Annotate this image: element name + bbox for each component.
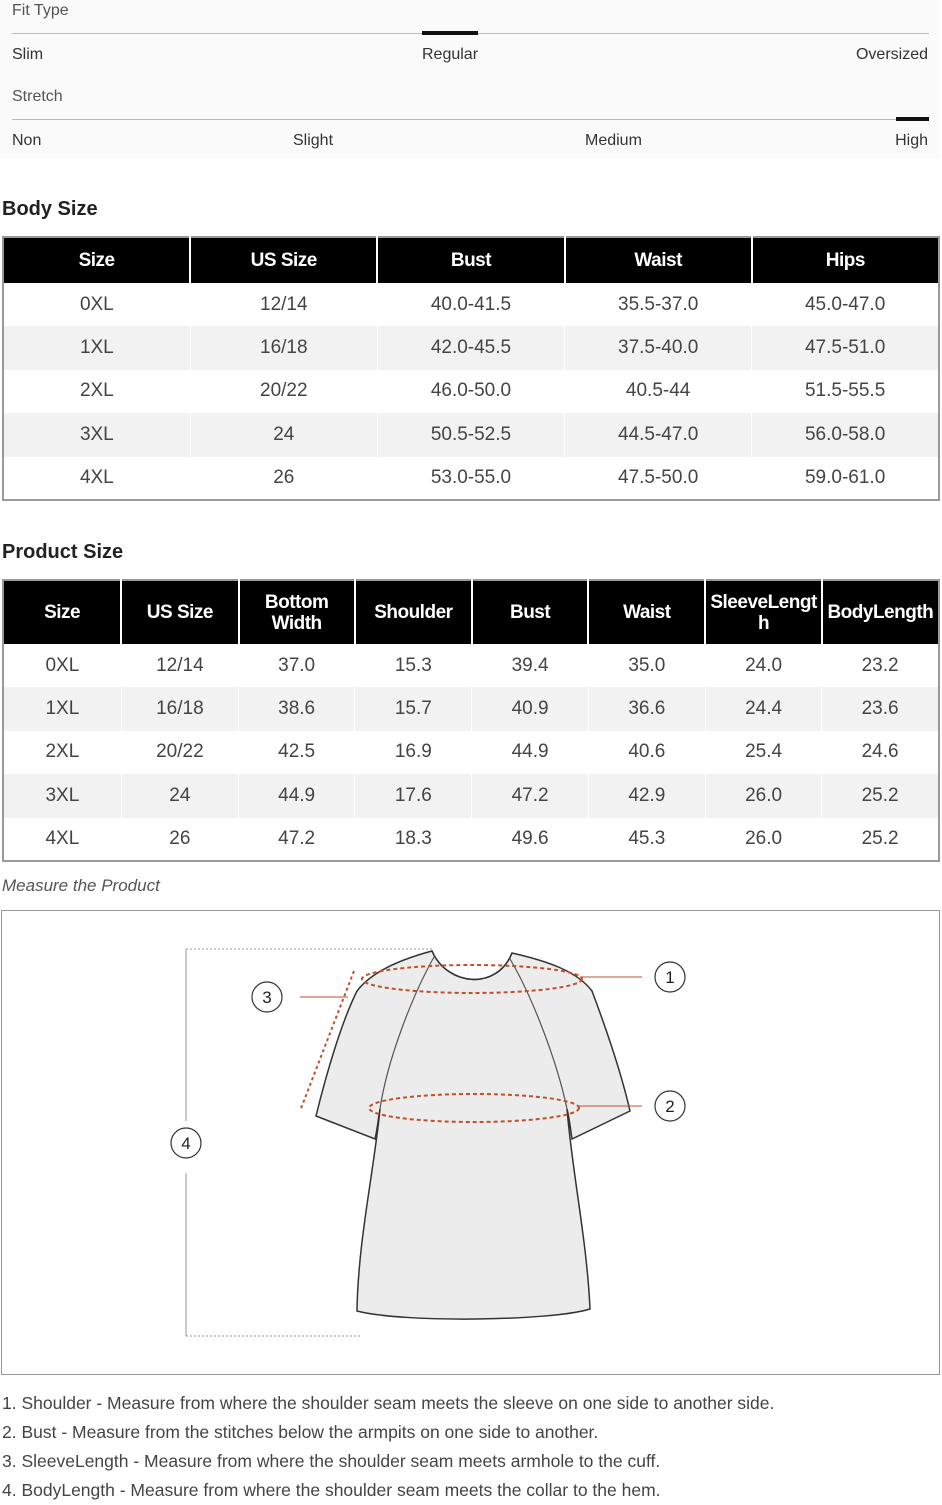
table-cell: 0XL (3, 283, 190, 326)
note-bust: 2. Bust - Measure from the stitches below the armpits on one side to another. (2, 1422, 599, 1442)
svg-text:1: 1 (665, 968, 675, 987)
table-cell: 56.0-58.0 (752, 413, 939, 456)
column-header: Waist (565, 237, 752, 283)
table-cell: 24.0 (705, 644, 821, 687)
column-header: BodyLength (822, 580, 939, 644)
table-cell: 4XL (3, 457, 190, 500)
fit-option-slim: Slim (12, 46, 44, 63)
table-cell: 20/22 (190, 370, 377, 413)
table-cell: 26 (190, 457, 377, 500)
table-row (3, 644, 939, 687)
stretch-scale (12, 119, 929, 120)
table-row (3, 326, 939, 369)
table-cell: 4XL (3, 818, 121, 861)
measure-diagram (1, 910, 940, 1375)
fit-panel (0, 0, 940, 158)
tshirt-icon (316, 951, 630, 1319)
table-cell: 18.3 (355, 818, 472, 861)
table-cell: 46.0-50.0 (377, 370, 564, 413)
stretch-label: Stretch (12, 88, 63, 105)
fit-type-label: Fit Type (12, 2, 69, 19)
table-cell: 40.9 (472, 687, 588, 730)
table-cell: 3XL (3, 413, 190, 456)
table-cell: 2XL (3, 731, 121, 774)
stretch-option-slight: Slight (293, 132, 334, 149)
table-cell: 25.2 (822, 818, 939, 861)
table-cell: 45.3 (588, 818, 705, 861)
svg-text:4: 4 (181, 1134, 191, 1153)
table-cell: 35.0 (588, 644, 705, 687)
table-cell: 44.9 (239, 774, 355, 817)
table-cell: 47.5-51.0 (752, 326, 939, 369)
svg-text:2: 2 (665, 1097, 675, 1116)
marker-3 (252, 982, 282, 1012)
product-size-table (2, 579, 940, 862)
column-header: Hips (752, 237, 939, 283)
table-cell: 49.6 (472, 818, 588, 861)
table-cell: 47.2 (472, 774, 588, 817)
table-cell: 51.5-55.5 (752, 370, 939, 413)
table-row (3, 731, 939, 774)
body-size-title: Body Size (2, 198, 98, 220)
table-row (3, 457, 939, 500)
table-cell: 24 (190, 413, 377, 456)
column-header: Size (3, 237, 190, 283)
table-cell: 47.5-50.0 (565, 457, 752, 500)
product-size-title: Product Size (2, 541, 124, 563)
table-cell: 35.5-37.0 (565, 283, 752, 326)
table-row (3, 687, 939, 730)
body-size-table (2, 236, 940, 501)
table-cell: 2XL (3, 370, 190, 413)
table-cell: 44.9 (472, 731, 588, 774)
table-cell: 3XL (3, 774, 121, 817)
column-header: Bust (377, 237, 564, 283)
table-cell: 50.5-52.5 (377, 413, 564, 456)
table-cell: 59.0-61.0 (752, 457, 939, 500)
fit-option-oversized: Oversized (855, 46, 928, 63)
table-row (3, 818, 939, 861)
note-sleeve-length: 3. SleeveLength - Measure from where the shoulder seam meets armhole to the cuff. (2, 1451, 661, 1471)
table-cell: 0XL (3, 644, 121, 687)
table-cell: 42.9 (588, 774, 705, 817)
stretch-indicator (896, 117, 929, 121)
table-cell: 23.2 (822, 644, 939, 687)
svg-text:3: 3 (262, 988, 272, 1007)
table-cell: 16/18 (190, 326, 377, 369)
table-cell: 12/14 (190, 283, 377, 326)
table-cell: 53.0-55.0 (377, 457, 564, 500)
table-cell: 24 (121, 774, 238, 817)
table-cell: 45.0-47.0 (752, 283, 939, 326)
table-row (3, 370, 939, 413)
table-cell: 1XL (3, 326, 190, 369)
column-header: SleeveLength (705, 580, 821, 644)
stretch-option-non: Non (12, 132, 42, 149)
column-header: Bottom Width (239, 580, 355, 644)
column-header: Bust (472, 580, 588, 644)
table-cell: 25.2 (822, 774, 939, 817)
table-cell: 40.6 (588, 731, 705, 774)
table-cell: 39.4 (472, 644, 588, 687)
fit-type-indicator (422, 31, 478, 35)
table-cell: 16.9 (355, 731, 472, 774)
column-header: Shoulder (355, 580, 472, 644)
table-cell: 26.0 (705, 818, 821, 861)
table-cell: 16/18 (121, 687, 238, 730)
measure-caption: Measure the Product (2, 876, 160, 895)
table-cell: 38.6 (239, 687, 355, 730)
table-cell: 40.0-41.5 (377, 283, 564, 326)
note-shoulder: 1. Shoulder - Measure from where the shoulder seam meets the sleeve on one side to another side. (2, 1393, 775, 1413)
table-cell: 17.6 (355, 774, 472, 817)
column-header: Waist (588, 580, 705, 644)
table-cell: 12/14 (121, 644, 238, 687)
note-body-length: 4. BodyLength - Measure from where the shoulder seam meets the collar to the hem. (2, 1480, 661, 1500)
table-row (3, 283, 939, 326)
table-cell: 24.4 (705, 687, 821, 730)
column-header: US Size (121, 580, 238, 644)
fit-option-regular: Regular (422, 46, 479, 63)
table-cell: 42.0-45.5 (377, 326, 564, 369)
table-cell: 24.6 (822, 731, 939, 774)
table-row (3, 413, 939, 456)
table-cell: 47.2 (239, 818, 355, 861)
column-header: Size (3, 580, 121, 644)
stretch-option-high: High (895, 132, 928, 149)
marker-2 (655, 1091, 685, 1121)
table-cell: 15.3 (355, 644, 472, 687)
tshirt-diagram (2, 911, 939, 1374)
table-cell: 1XL (3, 687, 121, 730)
table-cell: 15.7 (355, 687, 472, 730)
marker-4 (171, 1128, 201, 1158)
table-cell: 40.5-44 (565, 370, 752, 413)
table-cell: 36.6 (588, 687, 705, 730)
marker-1 (655, 962, 685, 992)
table-cell: 37.5-40.0 (565, 326, 752, 369)
column-header: US Size (190, 237, 377, 283)
table-cell: 26.0 (705, 774, 821, 817)
table-cell: 20/22 (121, 731, 238, 774)
table-cell: 37.0 (239, 644, 355, 687)
table-cell: 44.5-47.0 (565, 413, 752, 456)
stretch-option-medium: Medium (585, 132, 642, 149)
table-cell: 26 (121, 818, 238, 861)
measure-notes (2, 1389, 774, 1505)
table-cell: 25.4 (705, 731, 821, 774)
table-cell: 23.6 (822, 687, 939, 730)
table-cell: 42.5 (239, 731, 355, 774)
table-row (3, 774, 939, 817)
